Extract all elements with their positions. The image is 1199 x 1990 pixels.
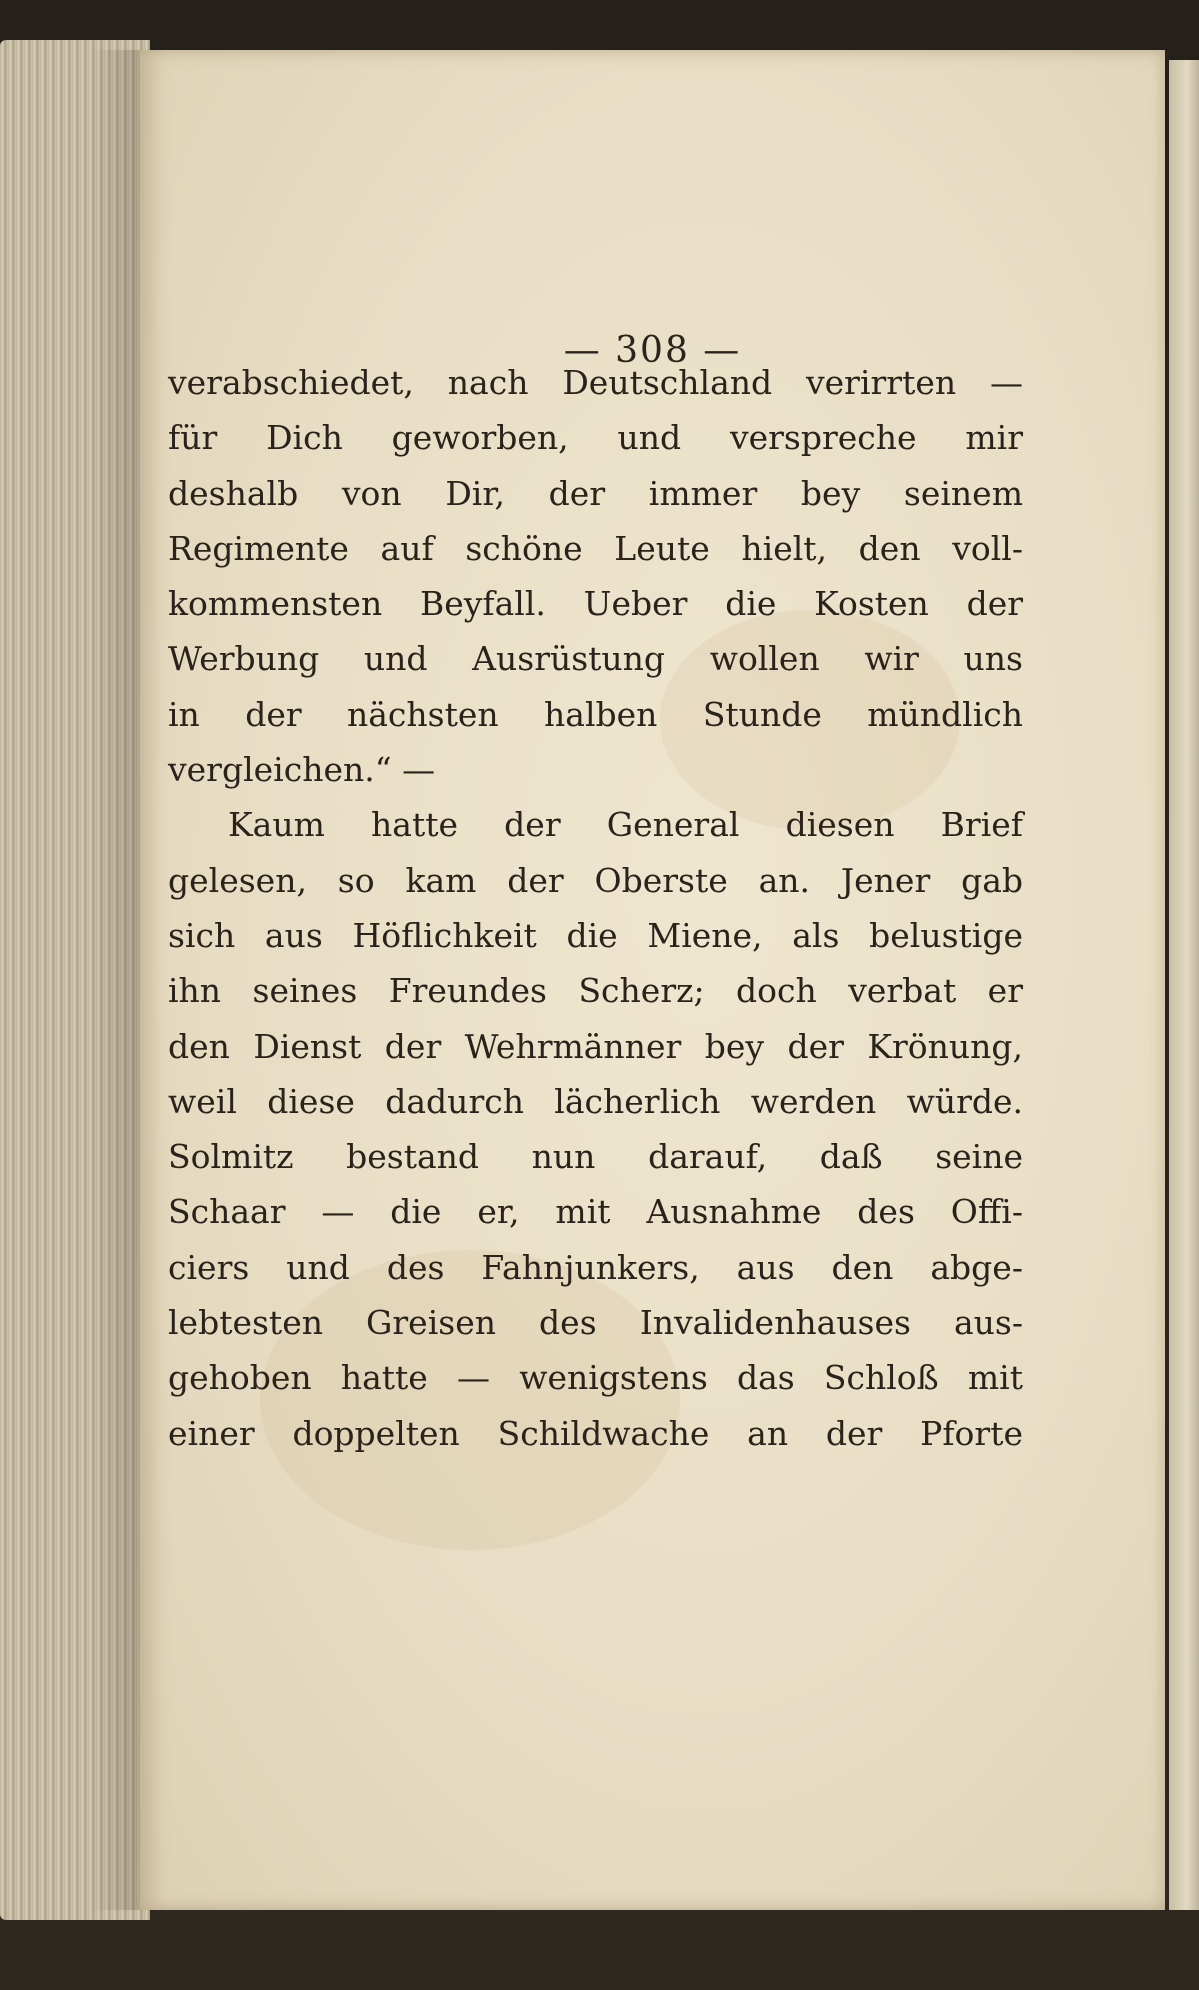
text-line: Schaar — die er, mit Ausnahme des Offi- xyxy=(168,1192,1023,1232)
text-line: ihn seines Freundes Scherz; doch verbat er xyxy=(168,971,1023,1011)
text-line: gehoben hatte — wenigstens das Schloß mit xyxy=(168,1358,1023,1398)
text-line: deshalb von Dir, der immer bey seinem xyxy=(168,473,1023,513)
text-line: ciers und des Fahnjunkers, aus den abge- xyxy=(168,1247,1023,1287)
page-edge-right xyxy=(1169,60,1199,1910)
text-line: einer doppelten Schildwache an der Pforte xyxy=(168,1413,1023,1453)
body-text xyxy=(168,355,1023,1461)
page-number: — 308 — xyxy=(563,330,742,371)
text-line: Kaum hatte der General diesen Brief xyxy=(228,805,1023,845)
text-line: Werbung und Ausrüstung wollen wir uns xyxy=(168,639,1023,679)
text-line: Solmitz bestand nun darauf, daß seine xyxy=(168,1137,1023,1177)
text-line: weil diese dadurch lächerlich werden würde. xyxy=(168,1081,1023,1121)
text-line: gelesen, so kam der Oberste an. Jener gab xyxy=(168,860,1023,900)
text-line: in der nächsten halben Stunde mündlich xyxy=(168,694,1023,734)
text-line: lebtesten Greisen des Invalidenhauses aus- xyxy=(168,1303,1023,1343)
text-line: verabschiedet, nach Deutschland verirrten — xyxy=(168,363,1023,402)
text-line: den Dienst der Wehrmänner bey der Krönung, xyxy=(168,1026,1023,1066)
text-line: vergleichen.“ — xyxy=(168,750,436,790)
text-line: kommensten Beyfall. Ueber die Kosten der xyxy=(168,584,1023,624)
text-line: für Dich geworben, und verspreche mir xyxy=(168,418,1023,458)
text-line: Regimente auf schöne Leute hielt, den voll- xyxy=(168,528,1023,568)
text-line: sich aus Höflichkeit die Miene, als belustige xyxy=(168,915,1023,955)
